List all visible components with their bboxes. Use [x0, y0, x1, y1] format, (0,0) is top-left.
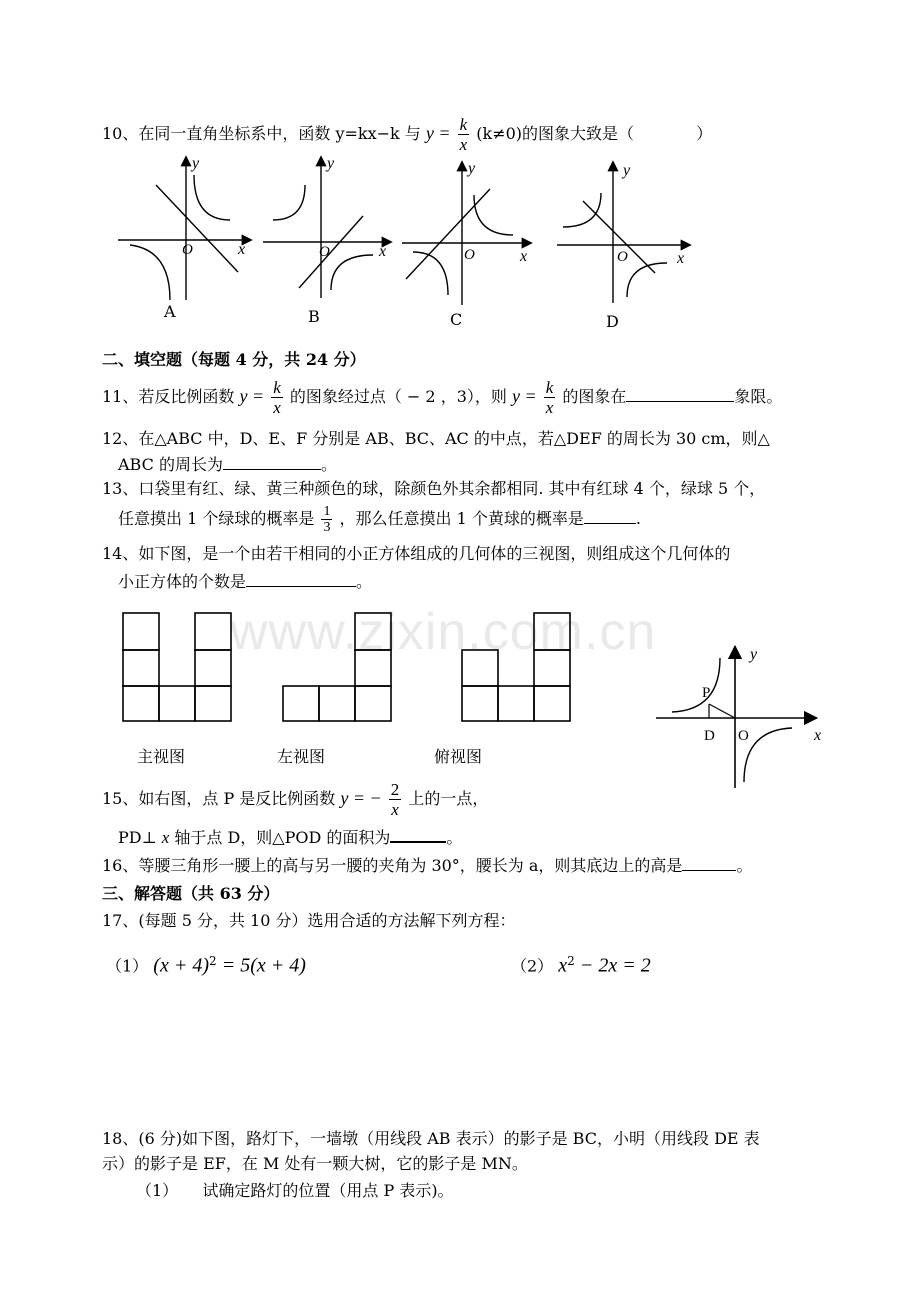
q15-answer-blank[interactable]: [390, 827, 446, 843]
left-view-diagram: [280, 610, 400, 725]
q18-line-2: 示）的影子是 EF，在 M 处有一颗大树，它的影子是 MN。: [102, 1154, 528, 1173]
q11-y-eq-2: y =: [511, 386, 537, 406]
q18-sub-1: [136, 1180, 454, 1202]
graph-a-origin: O: [182, 242, 193, 258]
q18-line-1: 18、(6 分)如下图，路灯下，一墙墩（用线段 AB 表示）的影子是 BC，小明（用线段 DE 表: [102, 1129, 760, 1148]
q15-fraction: [389, 780, 402, 819]
q14-line-2-end: 。: [356, 572, 373, 591]
q17-p2-eq-b: − 2x = 2: [579, 954, 651, 977]
q17-part-2: [511, 950, 651, 977]
graph-a-x-label: x: [238, 241, 246, 258]
q15-y-eq: y = −: [340, 788, 382, 808]
q11-fraction-1: [271, 378, 283, 417]
q13-fraction: [321, 504, 332, 535]
graph-d-x-label: x: [677, 250, 685, 267]
q17-p1-label: （1）: [106, 956, 149, 976]
q17-p2-exponent: 2: [567, 954, 575, 968]
q10-fraction: [458, 115, 470, 154]
q17-p1-exponent: 2: [208, 954, 217, 968]
q10-y-eq: y =: [425, 123, 451, 143]
option-d-label: D: [606, 312, 619, 331]
q15-line-2-x: x: [161, 828, 170, 847]
q15-graph-x-label: x: [814, 727, 822, 744]
q18-sub1-text: 试确定路灯的位置（用点 P 表示)。: [202, 1181, 454, 1200]
q16-end: 。: [736, 856, 753, 875]
q11-frac1-num: k: [273, 378, 281, 397]
graph-c-origin: O: [464, 247, 475, 263]
q11-y-eq: y =: [239, 386, 265, 406]
q17-p1-eq-a: (x + 4): [153, 954, 209, 977]
q10-frac-den: x: [459, 135, 468, 154]
graph-option-d: [553, 155, 703, 315]
q16-text: 16、等腰三角形一腰上的高与另一腰的夹角为 30°，腰长为 a，则其底边上的高是: [102, 856, 683, 875]
q17-part-1: [106, 950, 306, 977]
q16-answer-blank[interactable]: [682, 856, 736, 871]
q11-suffix-1: 的图象在: [562, 387, 627, 406]
option-a-label: A: [164, 302, 176, 321]
q11-frac2-den: x: [545, 398, 554, 417]
q10-frac-num: k: [459, 115, 468, 134]
graph-option-a: [110, 150, 260, 310]
q15-graph: [650, 640, 840, 790]
q12-line-2-text: ABC 的周长为: [118, 455, 223, 474]
q17-title: 17、(每题 5 分，共 10 分）选用合适的方法解下列方程：: [102, 911, 516, 930]
q13-frac-den: 3: [323, 520, 331, 535]
q10-close-paren: ）: [696, 124, 713, 143]
q15-graph-d-label: D: [704, 728, 715, 744]
q11-middle: 的图象经过点（ − 2 ，3），则: [289, 387, 507, 406]
q17-p1-eq-b: = 5(x + 4): [221, 954, 306, 977]
q15-line-2: [118, 827, 462, 849]
q12-line-2-end: 。: [320, 455, 337, 474]
q14-line-2-text: 小正方体的个数是: [118, 572, 247, 591]
q15-frac-den: x: [391, 800, 399, 819]
left-view-label: 左视图: [277, 747, 326, 766]
graph-option-c: [398, 155, 548, 315]
graph-b-origin: O: [319, 244, 330, 260]
q15-line-2-end: 。: [446, 828, 463, 847]
q15-graph-o-label: O: [738, 728, 749, 744]
q12-line-1: 12、在△ABC 中，D、E、F 分别是 AB、BC、AC 的中点，若△DEF 的周长为 30 cm，则△: [102, 429, 770, 448]
graph-a-y-label: y: [192, 155, 200, 172]
question-10: [102, 115, 712, 154]
q18-sub1-label: （1）: [136, 1181, 179, 1200]
q15-prefix: 15、如右图，点 P 是反比例函数: [102, 789, 336, 808]
graph-d-origin: O: [617, 249, 628, 265]
graph-option-b: [255, 150, 405, 310]
front-view-diagram: [120, 610, 240, 725]
q15-suffix: 上的一点，: [408, 789, 489, 808]
q14-line-2: [118, 571, 372, 593]
q15-frac-num: 2: [390, 780, 400, 799]
q15-line-1: [102, 780, 488, 819]
graph-d-y-label: y: [623, 162, 631, 179]
q13-line-2a: 任意摸出 1 个绿球的概率是: [118, 509, 315, 528]
graph-c-x-label: x: [520, 248, 528, 265]
q15-line-2b: 轴于点 D，则△POD 的面积为: [174, 828, 391, 847]
q13-answer-blank[interactable]: [584, 509, 636, 524]
watermark: www.zixin.com.cn: [230, 603, 657, 661]
q10-prefix: 10、在同一直角坐标系中，函数 y=kx−k 与: [102, 124, 421, 143]
q11-answer-blank[interactable]: [626, 387, 734, 402]
option-c-label: C: [450, 310, 463, 329]
q11-prefix: 11、若反比例函数: [102, 387, 235, 406]
q13-line-2-end: .: [635, 509, 641, 528]
q14-line-1: 14、如下图，是一个由若干相同的小正方体组成的几何体的三视图，则组成这个几何体的: [102, 544, 731, 563]
q15-graph-p-label: P: [702, 685, 711, 701]
section-3-title: 三、解答题（共 63 分）: [102, 884, 280, 903]
q11-frac2-num: k: [545, 378, 554, 397]
q11-frac1-den: x: [273, 398, 281, 417]
top-view-label: 俯视图: [434, 747, 483, 766]
question-16: [102, 855, 752, 877]
q12-answer-blank[interactable]: [223, 455, 321, 470]
q11-fraction-2: [544, 378, 556, 417]
graph-c-y-label: y: [468, 160, 476, 177]
question-11: [102, 378, 782, 417]
q17-p2-label: （2）: [511, 956, 554, 976]
q13-line-2b: ，那么任意摸出 1 个黄球的概率是: [339, 509, 584, 528]
q15-graph-y-label: y: [750, 646, 758, 663]
q10-condition: (k≠0)的图象大致是（: [476, 124, 635, 143]
q12-line-2: [118, 454, 337, 476]
q15-line-2a: PD⊥: [118, 828, 157, 847]
q14-answer-blank[interactable]: [246, 572, 356, 587]
graph-b-x-label: x: [379, 243, 387, 260]
section-2-title: 二、填空题（每题 4 分，共 24 分）: [102, 350, 366, 369]
q13-line-2: [118, 504, 641, 535]
top-view-diagram: [459, 610, 579, 725]
q17-p2-eq-a: x: [558, 954, 568, 977]
q13-line-1: 13、口袋里有红、绿、黄三种颜色的球，除颜色外其余都相同. 其中有红球 4 个，绿球 5 个，: [102, 479, 766, 498]
q11-suffix-2: 象限。: [734, 387, 783, 406]
option-b-label: B: [308, 307, 320, 326]
front-view-label: 主视图: [137, 747, 186, 766]
q13-frac-num: 1: [323, 504, 331, 519]
graph-b-y-label: y: [327, 155, 335, 172]
